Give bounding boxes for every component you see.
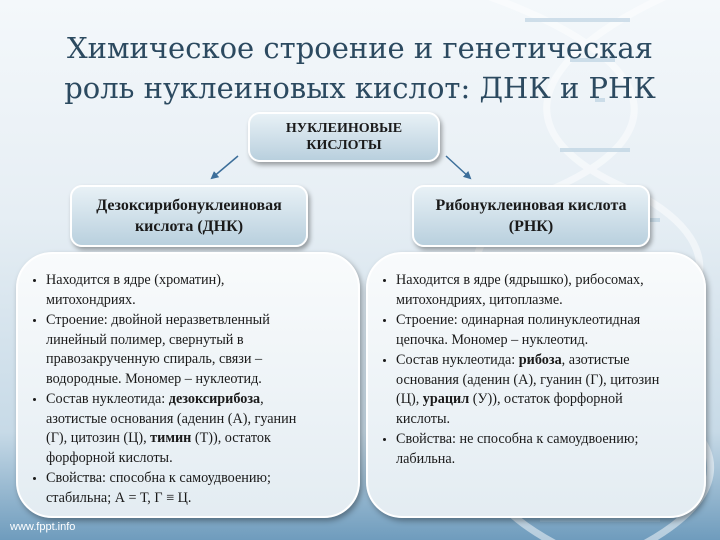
rna-bullet-list	[378, 271, 692, 470]
dna-description-panel	[16, 252, 360, 518]
nucleic-acids-line-1: НУКЛЕИНОВЫЕ	[285, 121, 403, 136]
dna-bullet-list	[28, 271, 348, 509]
uracil-term: урацил	[422, 391, 470, 407]
nucleic-acids-box	[248, 112, 440, 162]
rna-header-line-2: (РНК)	[508, 218, 554, 235]
rna-composition-item: • Состав нуклеотида: рибоза, азотистые основания (аденин (А), гуанин (Г), цитозин (Ц), урацил (У)), остаток форфорной кислоты.	[396, 351, 692, 430]
thymine-term: тимин	[150, 430, 192, 446]
footer-url: www.fppt.info	[10, 521, 76, 533]
rna-header-box	[412, 185, 650, 247]
rna-structure-item: • Строение: одинарная полинуклеотидная цепочка. Мономер – нуклеотид.	[396, 311, 692, 351]
dna-location-item: • Находится в ядре (хроматин), митохондриях.	[46, 271, 348, 311]
arrow-to-dna	[212, 156, 238, 178]
dna-header-line-1: Дезоксирибонуклеиновая	[96, 197, 282, 214]
rna-properties-item: • Свойства: не способна к самоудвоению; лабильна.	[396, 430, 692, 470]
nucleic-acids-line-2: КИСЛОТЫ	[306, 138, 382, 153]
deoxyribose-term: дезоксирибоза	[168, 391, 261, 407]
rna-header-line-1: Рибонуклеиновая кислота	[435, 197, 627, 214]
rna-location-item: • Находится в ядре (ядрышко), рибосомах, митохондриях, цитоплазме.	[396, 271, 692, 311]
title-line-2: роль нуклеиновых кислот: ДНК и РНК	[64, 71, 656, 105]
dna-structure-item: • Строение: двойной неразветвленный линейный полимер, свернутый в правозакрученную спираль, связи – водородные. Мономер – нуклеотид.	[46, 311, 348, 390]
rna-description-panel	[366, 252, 706, 518]
arrow-to-rna	[446, 156, 470, 178]
dna-header-line-2: кислота (ДНК)	[134, 218, 244, 235]
title-line-1: Химическое строение и генетическая	[67, 31, 653, 65]
ribose-term: рибоза	[518, 352, 562, 368]
dna-properties-item: • Свойства: способна к самоудвоению; стабильна; А = Т, Г ≡ Ц.	[46, 469, 348, 509]
dna-header-box	[70, 185, 308, 247]
dna-composition-item: • Состав нуклеотида: дезоксирибоза, азотистые основания (аденин (А), гуанин (Г), цитозин (Ц), тимин (Т)), остаток форфорной кислоты.	[46, 390, 348, 469]
